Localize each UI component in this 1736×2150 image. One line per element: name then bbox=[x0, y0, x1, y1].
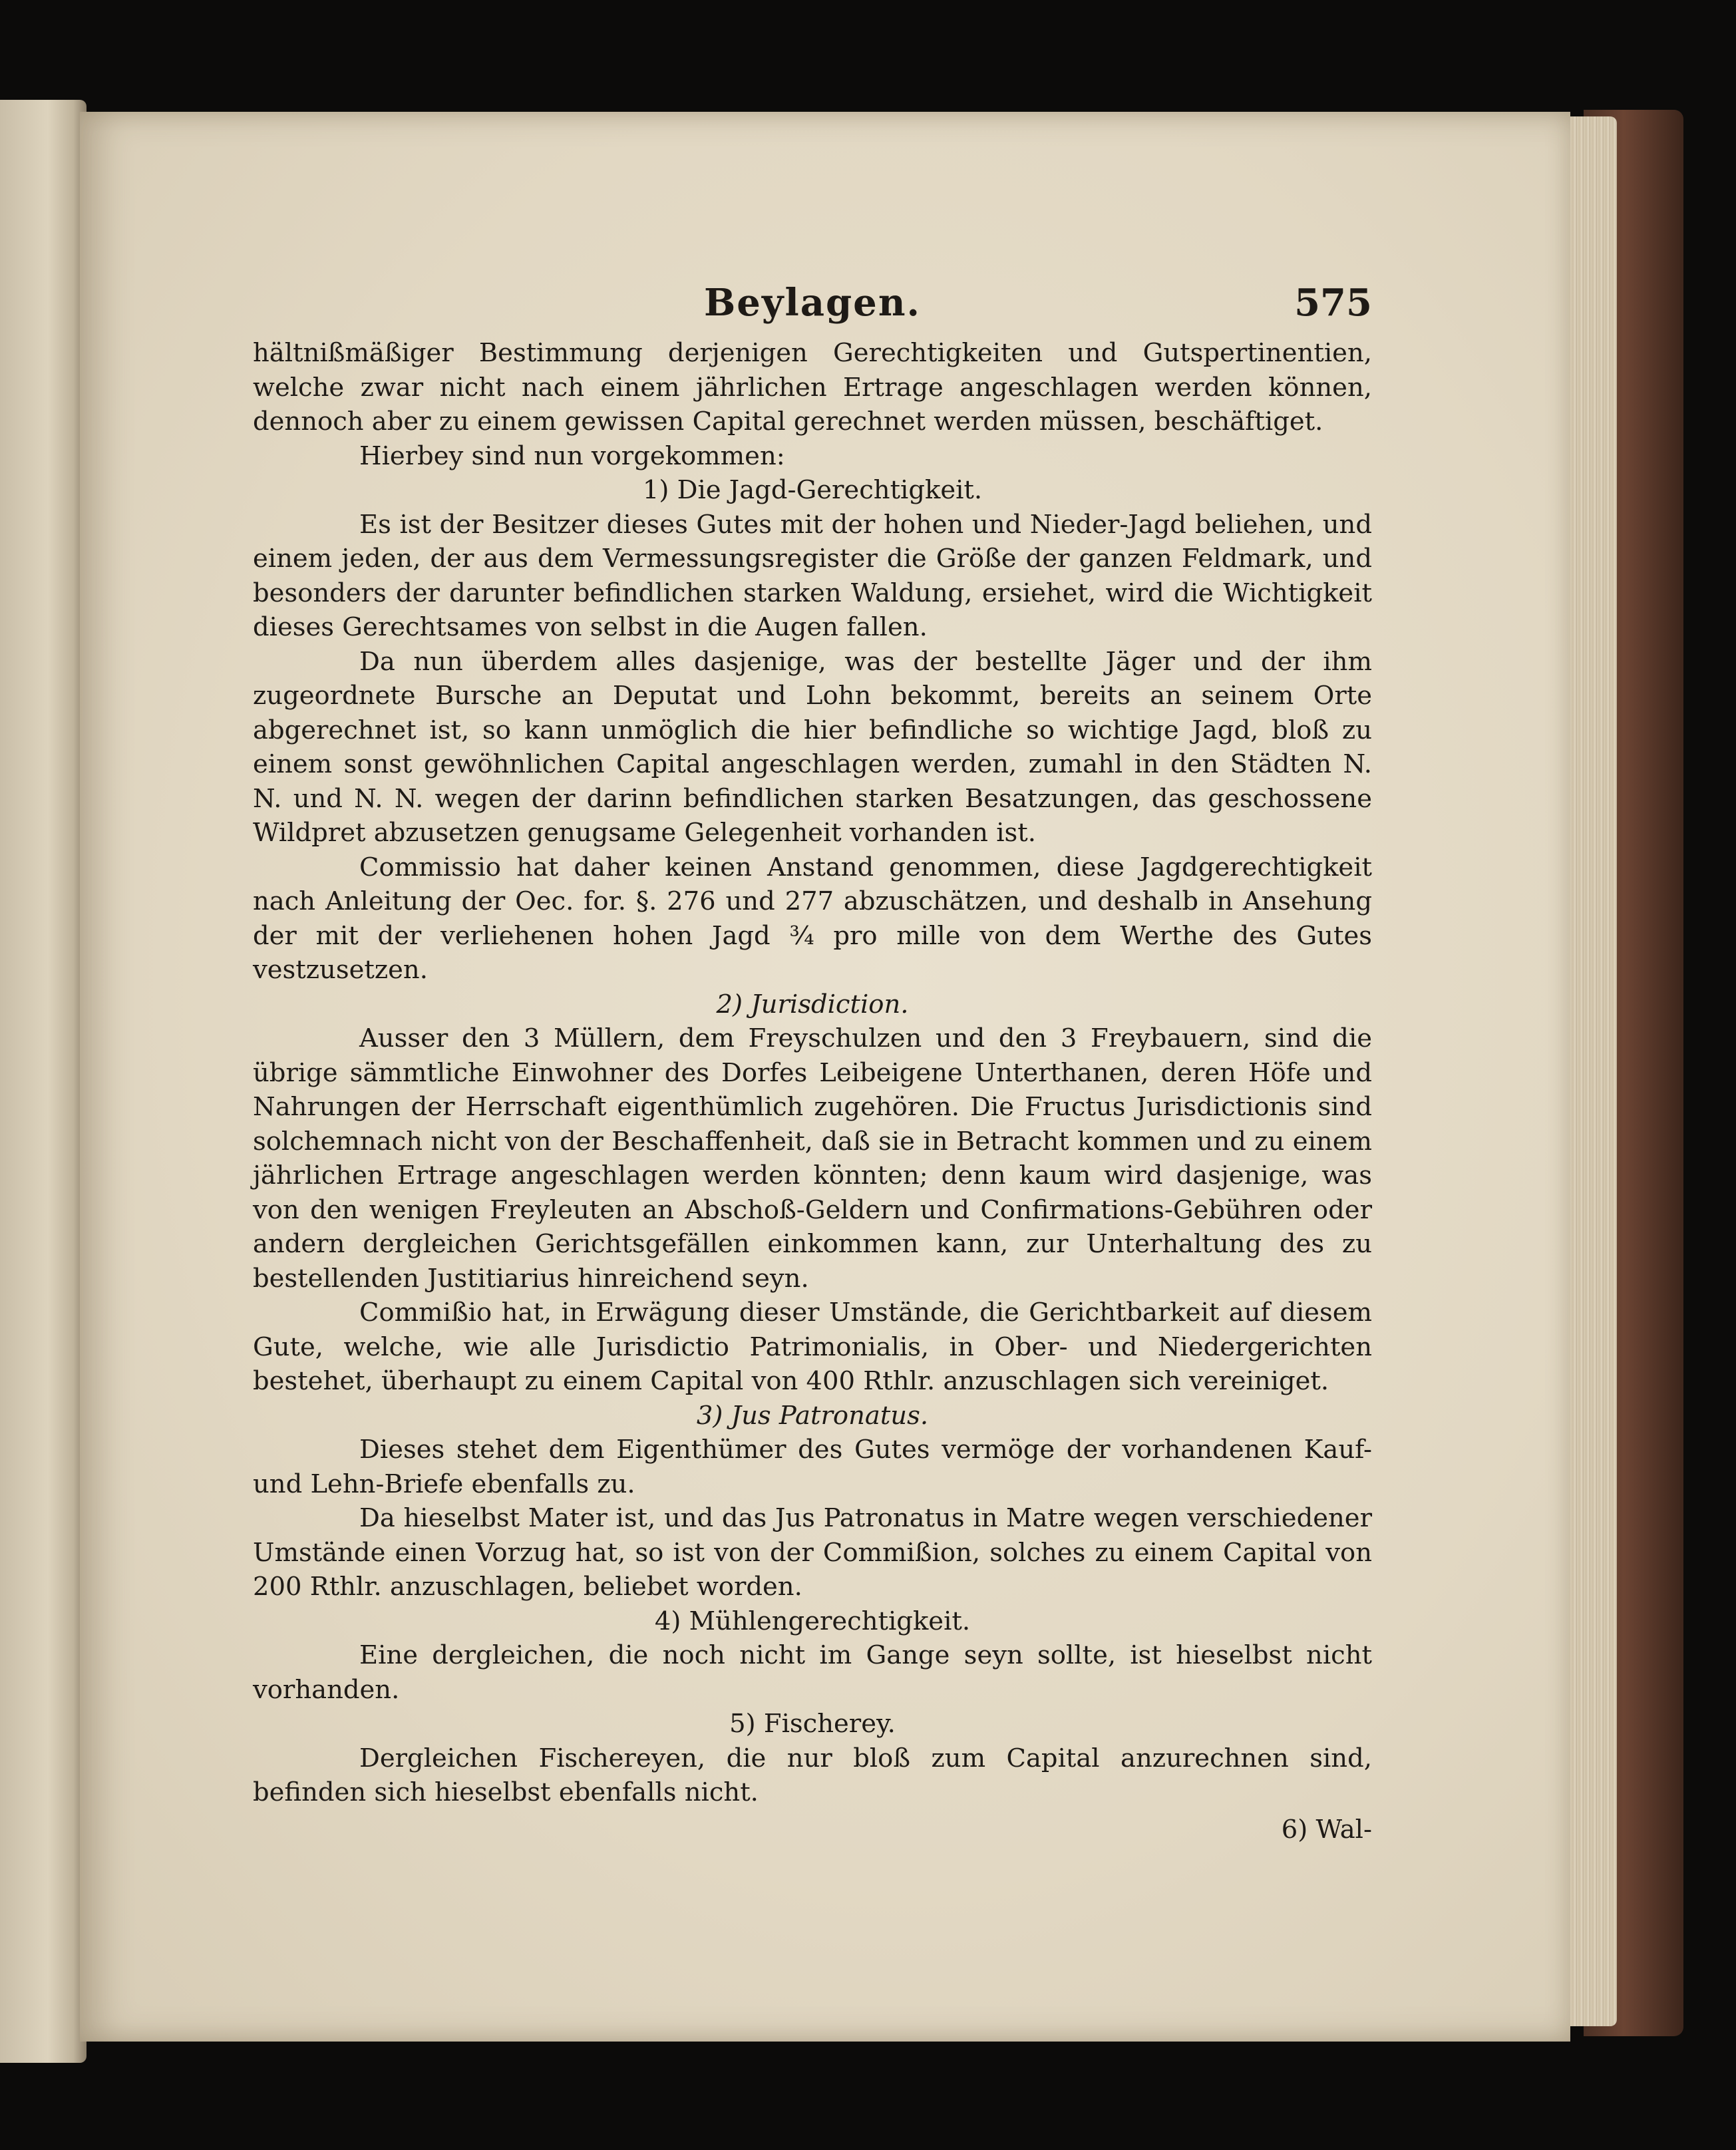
page-header bbox=[253, 281, 1372, 336]
paragraph: Hierbey sind nun vorgekommen: bbox=[359, 441, 785, 471]
running-title: Beylagen. bbox=[703, 281, 922, 325]
section-heading-patronat: 3) Jus Patronatus. bbox=[696, 1400, 929, 1431]
page-number: 575 bbox=[1294, 281, 1372, 325]
paragraph: Da hieselbst Mater ist, und das Jus Patronatus in Matre wegen verschiedener Umstände einen Vorzug hat, so ist von der Commißion, solches zu einem Capital von 200 Rthlr. anzuschlagen, beliebet worden. bbox=[253, 1503, 1372, 1602]
paragraph: Es ist der Besitzer dieses Gutes mit der hohen und Nieder-Jagd beliehen, und einem jeden, der aus dem Vermessungsregister die Größe der ganzen Feldmark, und besonders der darunter befindlichen starken Waldung, ersiehet, wird die Wichtigkeit dieses Gerechtsames von selbst in die Augen fallen. bbox=[253, 509, 1372, 642]
section-heading-jurisdiction: 2) Jurisdiction. bbox=[716, 989, 909, 1019]
page-text bbox=[253, 281, 1372, 1847]
paragraph: Da nun überdem alles dasjenige, was der bestellte Jäger und der ihm zugeordnete Bursche an Deputat und Lohn bekommt, bereits an seinem Orte abgerechnet ist, so kann unmöglich die hier befindliche so wichtige Jagd, bloß zu einem sonst gewöhnlichen Capital angeschlagen werden, zumahl in den Städten N. N. und N. N. wegen der darinn befindlichen starken Besatzungen, das geschossene Wildpret abzusetzen genugsame Gelegenheit vorhanden ist. bbox=[253, 646, 1372, 848]
paragraph: Dergleichen Fischereyen, die nur bloß zum Capital anzurechnen sind, befinden sich hieselbst ebenfalls nicht. bbox=[253, 1743, 1372, 1807]
paragraph: Eine dergleichen, die noch nicht im Gange seyn sollte, ist hieselbst nicht vorhanden. bbox=[253, 1640, 1372, 1705]
section-heading-jagd: 1) Die Jagd-Gerechtigkeit. bbox=[642, 475, 983, 505]
section-heading-muehle: 4) Mühlengerechtigkeit. bbox=[654, 1606, 971, 1636]
paragraph: Commißio hat, in Erwägung dieser Umstände, die Gerichtbarkeit auf diesem Gute, welche, wie alle Jurisdictio Patrimonialis, in Ober- und Niedergerichten bestehet, überhaupt zu einem Capital von 400 Rthlr. anzuschlagen sich vereiniget. bbox=[253, 1298, 1372, 1396]
paragraph: hältnißmäßiger Bestimmung derjenigen Gerechtigkeiten und Gutspertinentien, welche zwar nicht nach einem jährlichen Ertrage angeschlagen werden können, dennoch aber zu einem gewissen Capital gerechnet werden müssen, beschäftiget. bbox=[253, 338, 1372, 437]
paragraph: Commissio hat daher keinen Anstand genommen, diese Jagdgerechtigkeit nach Anleitung der Oec. for. §. 276 und 277 abzuschätzen, und deshalb in Ansehung der mit der verliehenen hohen Jagd ¾ pro mille von dem Werthe des Gutes vestzusetzen. bbox=[253, 852, 1372, 985]
catchword: 6) Wal- bbox=[1281, 1814, 1372, 1845]
section-heading-fischerey: 5) Fischerey. bbox=[729, 1709, 896, 1739]
paragraph: Dieses stehet dem Eigenthümer des Gutes vermöge der vorhandenen Kauf- und Lehn-Briefe ebenfalls zu. bbox=[253, 1435, 1372, 1499]
left-page-edge bbox=[0, 100, 87, 2063]
paragraph: Ausser den 3 Müllern, dem Freyschulzen und den 3 Freybauern, sind die übrige sämmtliche Einwohner des Dorfes Leibeigene Unterthanen, deren Höfe und Nahrungen der Herrschaft eigenthümlich zugehören. Die Fructus Jurisdictionis sind solchemnach nicht von der Beschaffenheit, daß sie in Betracht kommen und zu einem jährlichen Ertrage angeschlagen werden könnten; denn kaum wird dasjenige, was von den wenigen Freyleuten an Abschoß-Geldern und Confirmations-Gebühren oder andern dergleichen Gerichtsgefällen einkommen kann, zur Unterhaltung des zu bestellenden Justitiarius hinreichend seyn. bbox=[253, 1023, 1372, 1294]
